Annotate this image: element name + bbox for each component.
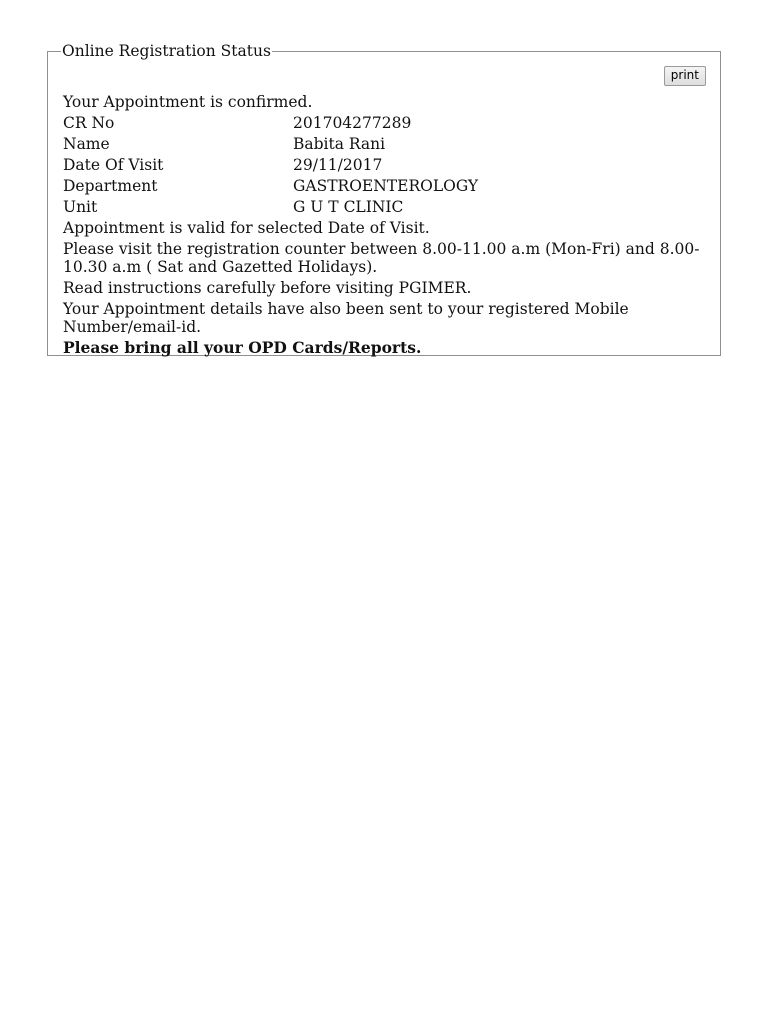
print-button[interactable]: print xyxy=(664,66,706,86)
detail-label: Unit xyxy=(63,198,98,216)
detail-value: G U T CLINIC xyxy=(293,198,404,216)
detail-row-unit xyxy=(63,198,705,216)
detail-row-date-of-visit xyxy=(63,156,705,174)
detail-value: Babita Rani xyxy=(293,135,386,153)
detail-label: CR No xyxy=(63,114,115,132)
detail-label: Name xyxy=(63,135,110,153)
validity-note: Appointment is valid for selected Date of Visit. xyxy=(63,219,430,237)
instructions-note: Read instructions carefully before visiting PGIMER. xyxy=(63,279,472,297)
counter-timing-note: Please visit the registration counter between 8.00-11.00 a.m (Mon-Fri) and 8.00-10.30 a.m ( Sat and Gazetted Holidays). xyxy=(63,240,700,276)
panel-title: Online Registration Status xyxy=(62,42,271,60)
registration-status-panel xyxy=(47,42,721,356)
print-row xyxy=(63,65,705,93)
detail-label: Date Of Visit xyxy=(63,156,164,174)
detail-value: 201704277289 xyxy=(293,114,412,132)
detail-row-department xyxy=(63,177,705,195)
detail-value: 29/11/2017 xyxy=(293,156,383,174)
detail-row-name xyxy=(63,135,705,153)
detail-value: GASTROENTEROLOGY xyxy=(293,177,479,195)
detail-row-cr-no xyxy=(63,114,705,132)
bring-cards-note: Please bring all your OPD Cards/Reports. xyxy=(63,338,422,357)
confirmation-message: Your Appointment is confirmed. xyxy=(63,93,313,111)
sent-details-note: Your Appointment details have also been sent to your registered Mobile Number/email-id. xyxy=(63,300,629,336)
detail-label: Department xyxy=(63,177,158,195)
